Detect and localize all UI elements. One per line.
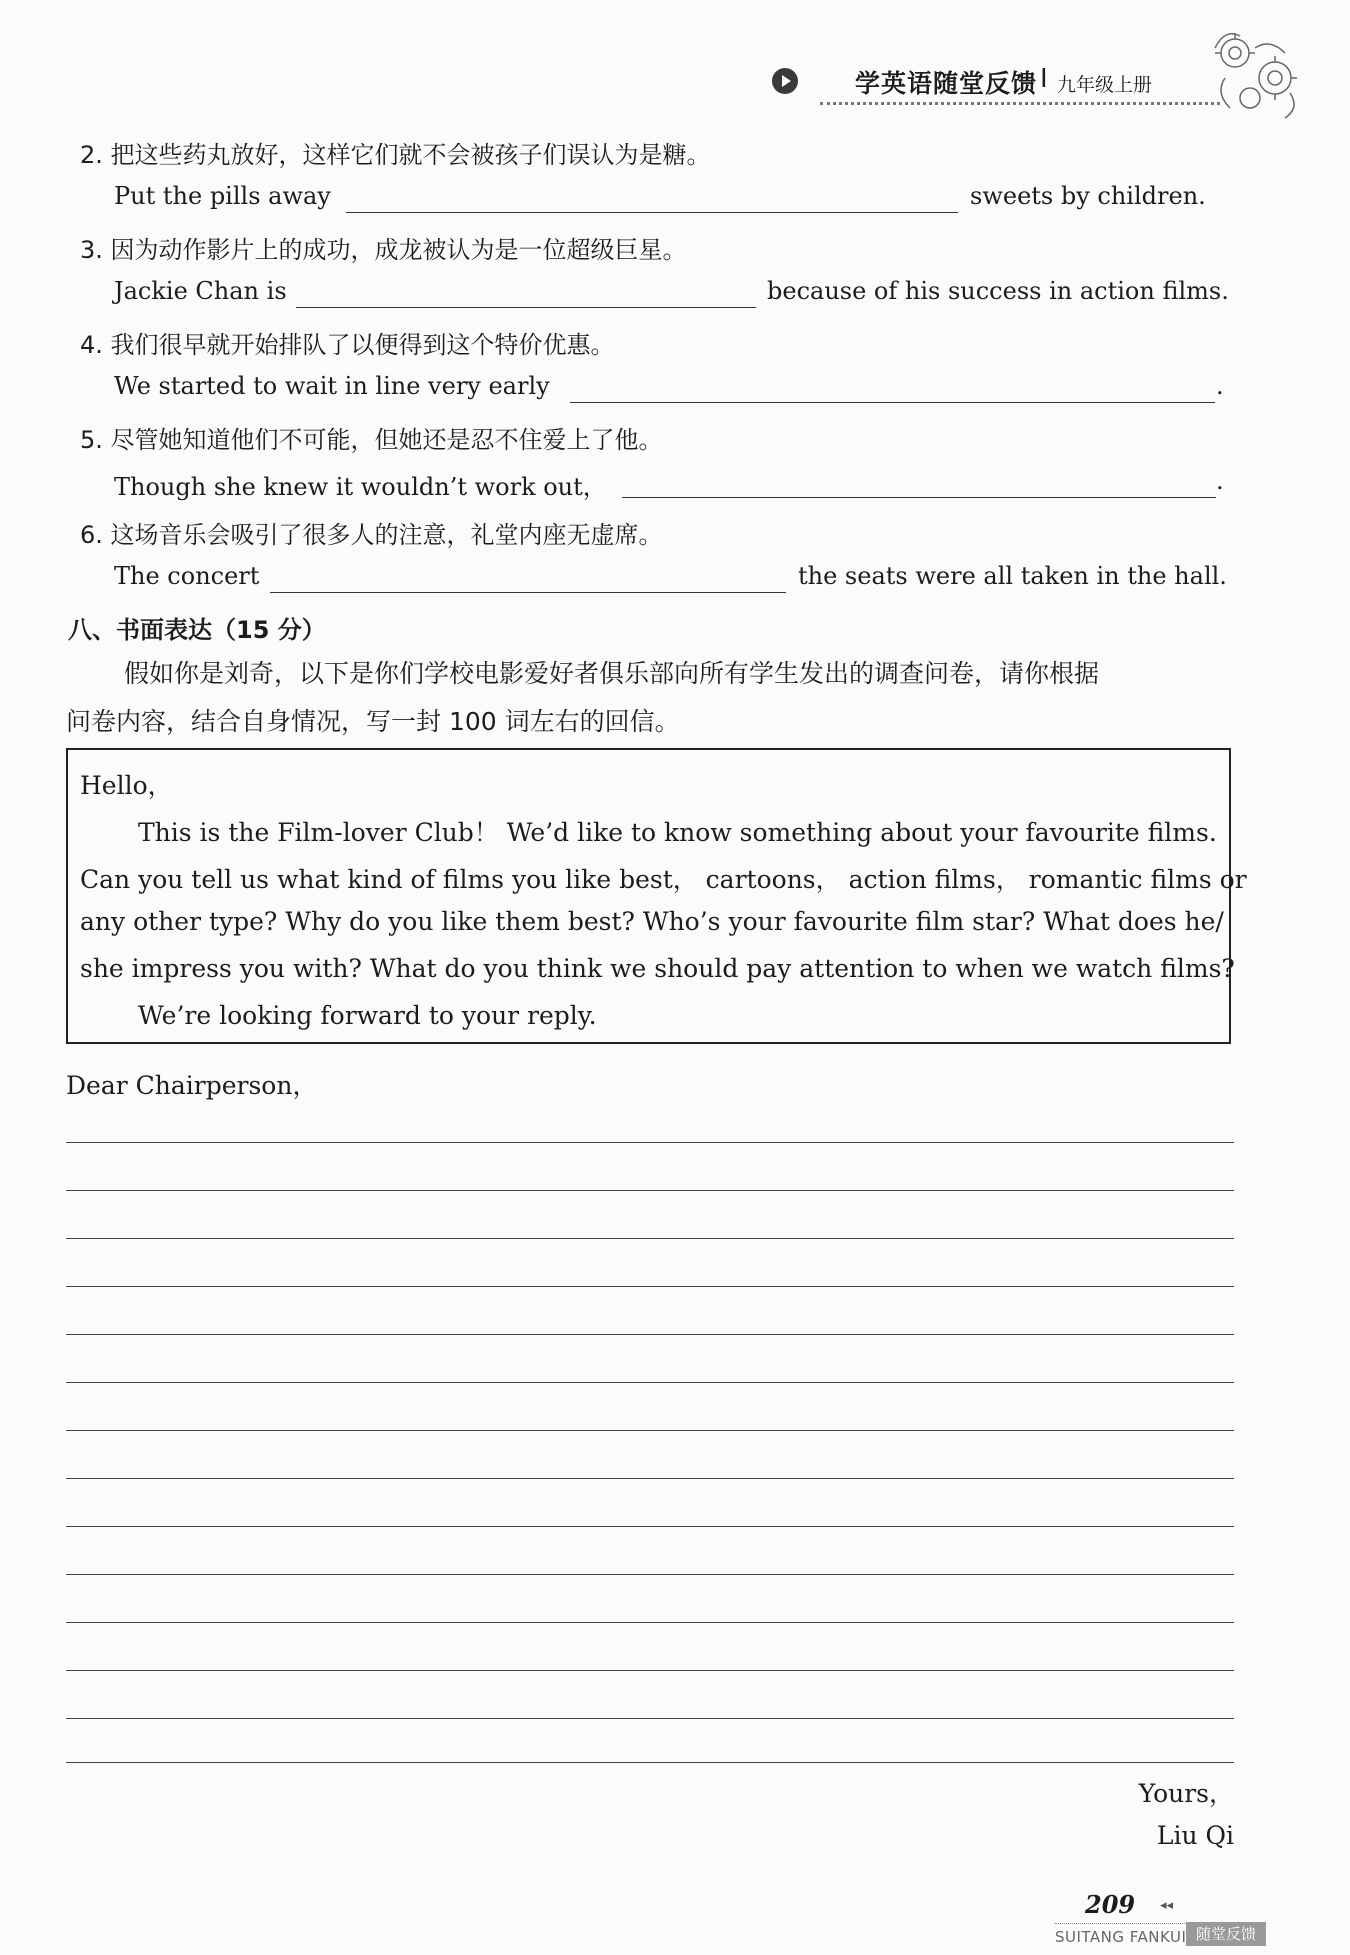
book-title: 学英语随堂反馈 [855,69,1038,98]
question-5-answer-blank[interactable] [622,497,1216,498]
letter-line-3: any other type? Why do you like them best? Who’s your favourite film star? What does he/ [80,907,1224,936]
footer-brand: SUITANG FANKUI [1055,1928,1187,1946]
floral-ornament-icon [1195,18,1315,138]
question-4-chinese: 4. 我们很早就开始排队了以便得到这个特价优惠。 [80,331,615,359]
page-arrows-icon: ◂◂ [1160,1898,1174,1913]
writing-line[interactable] [66,1238,1234,1239]
writing-line[interactable] [66,1526,1234,1527]
reply-signature: Liu Qi [1156,1821,1234,1850]
writing-line[interactable] [66,1142,1234,1143]
letter-line-1: This is the Film-lover Club！ We’d like to know something about your favourite films. [138,818,1217,847]
question-5-chinese: 5. 尽管她知道他们不可能，但她还是忍不住爱上了他。 [80,426,663,454]
writing-line[interactable] [66,1478,1234,1479]
question-3-chinese: 3. 因为动作影片上的成功，成龙被认为是一位超级巨星。 [80,236,687,264]
writing-line[interactable] [66,1718,1234,1719]
writing-line[interactable] [66,1762,1234,1763]
question-2-suffix: sweets by children. [970,182,1206,210]
writing-line[interactable] [66,1622,1234,1623]
writing-line[interactable] [66,1574,1234,1575]
question-5-suffix: . [1216,467,1224,495]
question-6-prefix: The concert [114,562,260,590]
writing-line[interactable] [66,1334,1234,1335]
question-3-answer-blank[interactable] [296,307,756,308]
letter-greeting: Hello， [80,771,173,800]
writing-line[interactable] [66,1670,1234,1671]
question-4-answer-blank[interactable] [570,402,1215,403]
question-3-suffix: because of his success in action films. [767,277,1229,305]
page-number: 209 [1085,1890,1136,1919]
writing-line[interactable] [66,1430,1234,1431]
letter-line-5: We’re looking forward to your reply. [138,1001,597,1030]
book-subtitle: 九年级上册 [1057,74,1153,96]
question-4-suffix: . [1216,372,1224,400]
writing-line[interactable] [66,1286,1234,1287]
question-6-chinese: 6. 这场音乐会吸引了很多人的注意，礼堂内座无虚席。 [80,521,663,549]
question-5-prefix: Though she knew it wouldn’t work out， [114,473,607,501]
header-dotted-rule [820,102,1220,105]
question-3-prefix: Jackie Chan is [114,277,287,305]
writing-prompt-line-1: 假如你是刘奇，以下是你们学校电影爱好者俱乐部向所有学生发出的调查问卷，请你根据 [124,659,1100,688]
question-2-chinese: 2. 把这些药丸放好，这样它们就不会被孩子们误认为是糖。 [80,141,711,169]
question-6-suffix: the seats were all taken in the hall. [798,562,1227,590]
section-heading: 八、书面表达（15 分） [68,616,326,644]
footer-badge: 随堂反馈 [1186,1922,1266,1946]
survey-letter-box [66,748,1231,1044]
letter-line-4: she impress you with? What do you think we should pay attention to when we watch films? [80,954,1235,983]
question-6-answer-blank[interactable] [270,592,786,593]
writing-line[interactable] [66,1382,1234,1383]
reply-salutation: Dear Chairperson， [66,1071,318,1100]
reply-closing: Yours， [1138,1779,1234,1808]
question-4-prefix: We started to wait in line very early [114,372,550,400]
play-icon [772,68,798,94]
writing-prompt-line-2: 问卷内容，结合自身情况，写一封 100 词左右的回信。 [66,707,680,736]
question-2-answer-blank[interactable] [346,212,958,213]
footer-dotted-rule [1055,1923,1185,1924]
writing-line[interactable] [66,1190,1234,1191]
question-2-prefix: Put the pills away [114,182,331,210]
letter-line-2: Can you tell us what kind of films you like best， cartoons， action films， romantic films or [80,865,1247,894]
header-separator: I [1040,64,1048,94]
